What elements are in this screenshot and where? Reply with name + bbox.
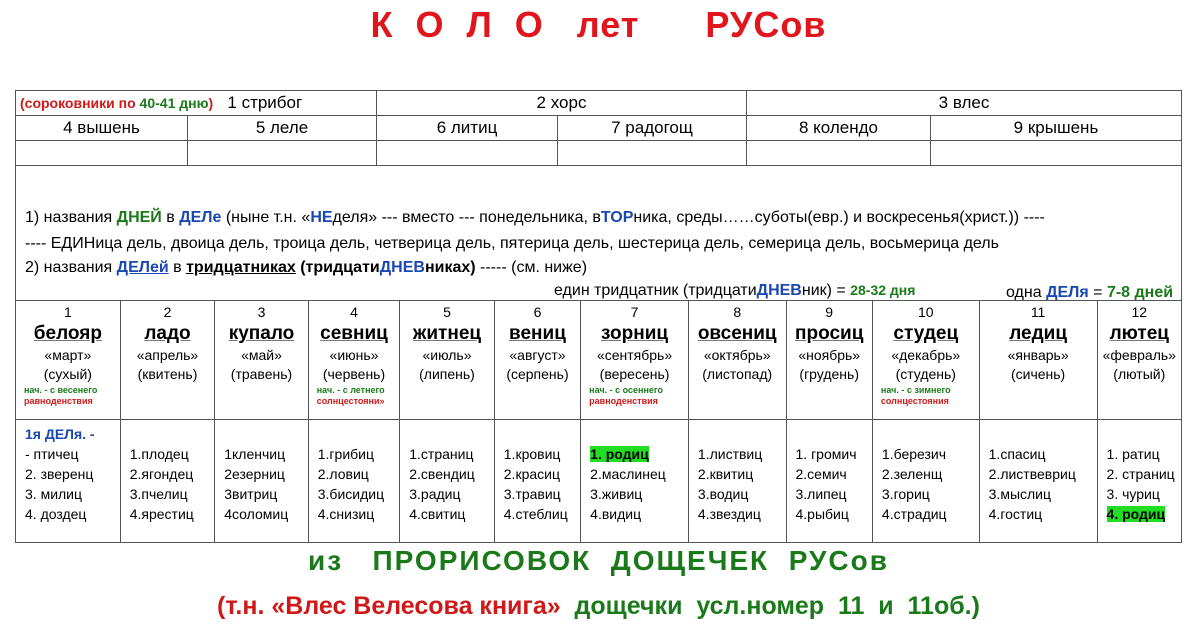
- god-vles: 3 влес: [747, 91, 1182, 116]
- month-days-row: [16, 420, 1182, 543]
- day-name: 1.березич: [881, 446, 947, 462]
- month-name: ладо: [144, 323, 191, 344]
- season-start-note: [16, 385, 120, 407]
- dela-header: [130, 424, 215, 444]
- season-note-line: равноденствия: [24, 396, 93, 406]
- month-name: лютец: [1109, 323, 1169, 344]
- day-name: 4.снизиц: [317, 506, 375, 522]
- season-note-line: нач. - с весенего: [24, 385, 98, 395]
- day-name: 2. зверенц: [25, 466, 94, 482]
- dela-header: [318, 424, 399, 444]
- month-days-cell: [400, 420, 495, 543]
- day-name: 2.листвевриц: [988, 466, 1076, 482]
- month-name: овсениц: [697, 323, 777, 344]
- month-cell: [581, 301, 689, 420]
- dela-header: [504, 424, 580, 444]
- season-start-note: [309, 385, 399, 407]
- season-note-line: равноденствия: [589, 396, 658, 406]
- month-days-cell: [581, 420, 689, 543]
- dela-header: [590, 424, 688, 444]
- cell-stribog: [16, 91, 377, 116]
- day-name: 1.страниц: [409, 446, 474, 462]
- month-alt-name: (студень): [895, 366, 956, 382]
- month-alt-name: (липень): [419, 366, 475, 382]
- month-alt-name: (сичень): [1010, 366, 1066, 382]
- note-line-3: 2) названия ДЕЛей в тридцатниках (тридцатиДНЕВниках) ----- (см. ниже): [25, 259, 588, 276]
- dela-header: [409, 424, 494, 444]
- month-modern-name: «февраль»: [1102, 347, 1176, 363]
- month-cell: [872, 301, 979, 420]
- day-name: [590, 444, 688, 464]
- god-litic: 6 литиц: [377, 116, 558, 141]
- month-head-row: [16, 301, 1182, 420]
- day-name: 2.зеленщ: [881, 466, 943, 482]
- day-name: 2.квитиц: [697, 466, 754, 482]
- god-stribog: 1 стрибог: [227, 93, 303, 112]
- day-name: 2.маслинец: [590, 466, 666, 482]
- month-modern-name: «август»: [509, 347, 566, 363]
- month-modern-name: «июнь»: [329, 347, 379, 363]
- month-number: 10: [917, 304, 934, 320]
- month-days-cell: [308, 420, 399, 543]
- day-name: 3.липец: [795, 486, 847, 502]
- day-name: 4.звездиц: [697, 506, 761, 522]
- day-name: 2.ягондец: [129, 466, 194, 482]
- season-note-line: нач. - с зимнего: [880, 385, 951, 395]
- month-days-cell: [786, 420, 872, 543]
- day-name: 1.плодец: [129, 446, 189, 462]
- month-alt-name: (листопад): [702, 366, 773, 382]
- day-name: 3.мыслиц: [988, 486, 1052, 502]
- season-start-note: [873, 385, 979, 407]
- dela-header: [989, 424, 1097, 444]
- day-name: 3.гориц: [881, 486, 930, 502]
- day-name: 1.кровиц: [503, 446, 561, 462]
- day-name: 3.радиц: [409, 486, 461, 502]
- month-modern-name: «июль»: [422, 347, 472, 363]
- god-lele: 5 леле: [188, 116, 377, 141]
- gods-row-3: [16, 141, 1182, 166]
- day-name: 4. доздец: [25, 506, 87, 522]
- month-name: белояр: [33, 323, 102, 344]
- month-modern-name: «январь»: [1007, 347, 1069, 363]
- month-modern-name: «ноябрь»: [798, 347, 861, 363]
- day-name: 2.семич: [795, 466, 847, 482]
- month-modern-name: «апрель»: [136, 347, 199, 363]
- month-cell: [308, 301, 399, 420]
- month-modern-name: «сентябрь»: [596, 347, 673, 363]
- dela-header: [1107, 424, 1181, 444]
- day-name: 1.спасиц: [988, 446, 1046, 462]
- month-cell: [1097, 301, 1181, 420]
- day-name: [1107, 504, 1181, 524]
- month-name: вениц: [509, 323, 566, 344]
- month-alt-name: (червень): [322, 366, 386, 382]
- dela-header: [224, 424, 308, 444]
- months-table: [15, 300, 1182, 543]
- month-name: купало: [228, 323, 295, 344]
- month-number: 4: [350, 304, 358, 320]
- month-cell: [786, 301, 872, 420]
- day-name: 3.пчелиц: [129, 486, 188, 502]
- day-name: 3. чуриц: [1106, 486, 1160, 502]
- gods-row-2: [16, 116, 1182, 141]
- day-name: 4соломиц: [224, 506, 289, 522]
- note-line-4b: одна ДЕЛя = 7-8 дней: [1006, 284, 1174, 301]
- day-name: 2.свендиц: [409, 466, 475, 482]
- month-number: 12: [1131, 304, 1148, 320]
- season-note-line: нач. - с осеннего: [589, 385, 664, 395]
- month-modern-name: «декабрь»: [891, 347, 961, 363]
- gods-row-1: [16, 91, 1182, 116]
- season-start-note: [581, 385, 688, 407]
- day-name: 4.страдиц: [881, 506, 947, 522]
- page-title: К О Л О лет РУСов: [370, 4, 827, 45]
- month-name: студец: [893, 323, 959, 344]
- season-note-line: солнцестояния: [880, 396, 949, 406]
- day-name: 2.красиц: [503, 466, 560, 482]
- month-number: 8: [733, 304, 742, 320]
- footer-line-1: из ПРОРИСОВОК ДОЩЕЧЕК РУСов: [308, 545, 889, 576]
- month-days-cell: [1097, 420, 1181, 543]
- month-number: 9: [825, 304, 834, 320]
- notes-block: [15, 163, 1182, 301]
- month-alt-name: (квитень): [137, 366, 198, 382]
- dela-header: [882, 424, 979, 444]
- month-days-cell: [872, 420, 979, 543]
- day-name: 4.свитиц: [409, 506, 466, 522]
- day-name: 1.листвиц: [697, 446, 763, 462]
- god-hors: 2 хорс: [377, 91, 747, 116]
- month-name: житнец: [412, 323, 482, 344]
- month-modern-name: «май»: [241, 347, 282, 363]
- month-alt-name: (серпень): [506, 366, 569, 382]
- month-alt-name: (лютый): [1113, 366, 1166, 382]
- highlighted-day: 1. родиц: [590, 446, 649, 462]
- god-kryshen: 9 крышень: [931, 116, 1182, 141]
- day-name: 4.стеблиц: [503, 506, 568, 522]
- month-name: просиц: [795, 323, 864, 344]
- day-name: 1кленчиц: [224, 446, 286, 462]
- month-cell: [120, 301, 215, 420]
- month-cell: [979, 301, 1097, 420]
- season-note-line: солнцестояни»: [316, 396, 385, 406]
- month-days-cell: [979, 420, 1097, 543]
- month-name: зорниц: [601, 323, 669, 344]
- month-alt-name: (грудень): [799, 366, 859, 382]
- day-name: 4.рыбиц: [795, 506, 849, 522]
- note-line-4: един тридцатник (тридцатиДНЕВник) = 28-32 дня: [554, 282, 916, 299]
- month-alt-name: (сухый): [43, 366, 92, 382]
- month-name: севниц: [320, 323, 388, 344]
- day-name: 2. страниц: [1106, 466, 1175, 482]
- day-name: 2езерниц: [224, 466, 285, 482]
- note-line-1: 1) названия ДНЕЙ в ДЕЛе (ныне т.н. «НЕделя» --- вместо --- понедельника, вТОРника, среды……суботы(евр.) и воскресенья(христ.)) ----: [25, 209, 1045, 226]
- month-days-cell: [120, 420, 215, 543]
- month-cell: [688, 301, 786, 420]
- season-note-line: нач. - с летнего: [316, 385, 385, 395]
- day-name: 2.ловиц: [317, 466, 369, 482]
- month-alt-name: (травень): [230, 366, 293, 382]
- month-cell: [16, 301, 121, 420]
- month-cell: [494, 301, 580, 420]
- dela-header: [796, 424, 872, 444]
- gods-table: [15, 90, 1182, 166]
- dela-header: 1я ДЕЛя. -: [25, 426, 95, 442]
- month-days-cell: [215, 420, 309, 543]
- month-cell: [215, 301, 309, 420]
- month-number: 3: [257, 304, 266, 320]
- god-kolendo: 8 колендо: [747, 116, 931, 141]
- month-name: ледиц: [1009, 323, 1067, 344]
- month-number: 1: [63, 304, 72, 320]
- month-number: 2: [163, 304, 172, 320]
- month-number: 6: [533, 304, 542, 320]
- month-modern-name: «март»: [44, 347, 92, 363]
- highlighted-day: 4. родиц: [1106, 506, 1166, 522]
- dela-header: [698, 424, 786, 444]
- month-days-cell: [688, 420, 786, 543]
- month-modern-name: «октябрь»: [703, 347, 771, 363]
- day-name: 4.видиц: [590, 506, 642, 522]
- month-days-cell: [16, 420, 121, 543]
- month-days-cell: [494, 420, 580, 543]
- day-name: 3.водиц: [697, 486, 749, 502]
- month-alt-name: (вересень): [599, 366, 670, 382]
- day-name: 4.гостиц: [988, 506, 1043, 522]
- god-radogosch: 7 радогощ: [558, 116, 747, 141]
- day-name: 3.живиц: [590, 486, 643, 502]
- day-name: 3.травиц: [503, 486, 561, 502]
- day-name: 1. ратиц: [1106, 446, 1160, 462]
- day-name: 1. громич: [795, 446, 857, 462]
- day-name: 3.бисидиц: [317, 486, 385, 502]
- month-number: 11: [1030, 304, 1046, 320]
- day-name: - птичец: [25, 446, 79, 462]
- god-vyshen: 4 вышень: [16, 116, 188, 141]
- day-name: 4.ярестиц: [129, 506, 194, 522]
- month-number: 7: [630, 304, 639, 320]
- day-name: 3витриц: [224, 486, 278, 502]
- day-name: 3. милиц: [25, 486, 83, 502]
- month-number: 5: [443, 304, 451, 320]
- day-name: 1.грибиц: [317, 446, 374, 462]
- note-line-2: ---- ЕДИНица дель, двоица дель, троица дель, четверица дель, пятерица дель, шестерица дель, семерица дель, восьмерица дель: [25, 235, 999, 252]
- footer-line-2: (т.н. «Влес Велесова книга» дощечки усл.номер 11 и 11об.): [217, 592, 980, 620]
- month-cell: [400, 301, 495, 420]
- sorokovniki-note: (сороковники по 40-41 дню): [20, 95, 214, 111]
